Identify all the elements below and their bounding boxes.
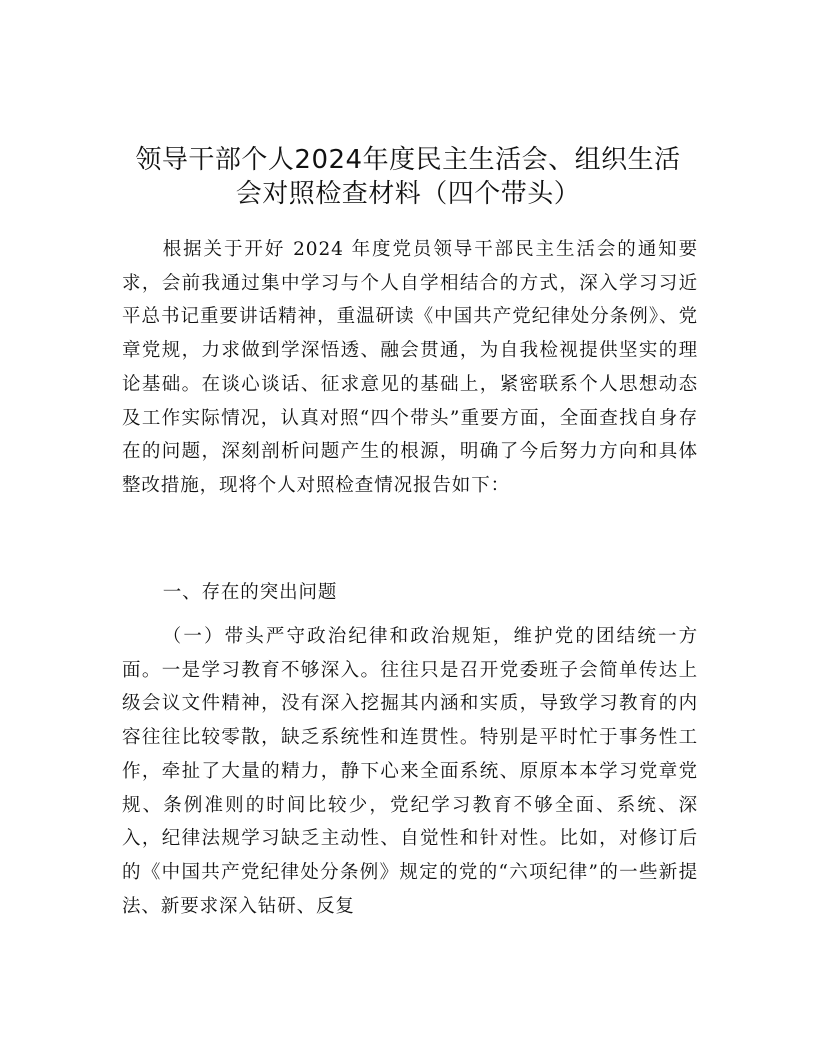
section-heading: 一、存在的突出问题 — [162, 582, 338, 603]
document-title-line-1: 领导干部个人2024年度民主生活会、组织生活 — [135, 145, 681, 175]
section-item-paragraph: （一）带头严守政治纪律和政治规矩，维护党的团结统一方面。一是学习教育不够深入。往往只是召开党委班子会简单传达上级会议文件精神，没有深入挖掘其内涵和实质，导致学习教育的内容往往比较零散，缺乏系统性和连贯性。特别是平时忙于事务性工作，牵扯了大量的精力，静下心来全面系统、原原本本学习党章党规、条例准则的时间比较少，党纪学习教育不够全面、系统、深入，纪律法规学习缺乏主动性、自觉性和针对性。比如，对修订后的《中国共产党纪律处分条例》规定的党的“六项纪律”的一些新提法、新要求深入钻研、反复 — [122, 626, 698, 917]
document-title-line-2: 会对照检查材料（四个带头） — [235, 179, 581, 209]
intro-paragraph: 根据关于开好 2024 年度党员领导干部民主生活会的通知要求，会前我通过集中学习与个人自学相结合的方式，深入学习习近平总书记重要讲话精神，重温研读《中国共产党纪律处分条例》、党章党规，力求做到学深悟透、融会贯通，为自我检视提供坚实的理论基础。在谈心谈话、征求意见的基础上，紧密联系个人思想动态及工作实际情况，认真对照“四个带头”重要方面，全面查找自身存在的问题，深刻剖析问题产生的根源，明确了今后努力方向和具体整改措施，现将个人对照检查情况报告如下： — [122, 239, 698, 496]
